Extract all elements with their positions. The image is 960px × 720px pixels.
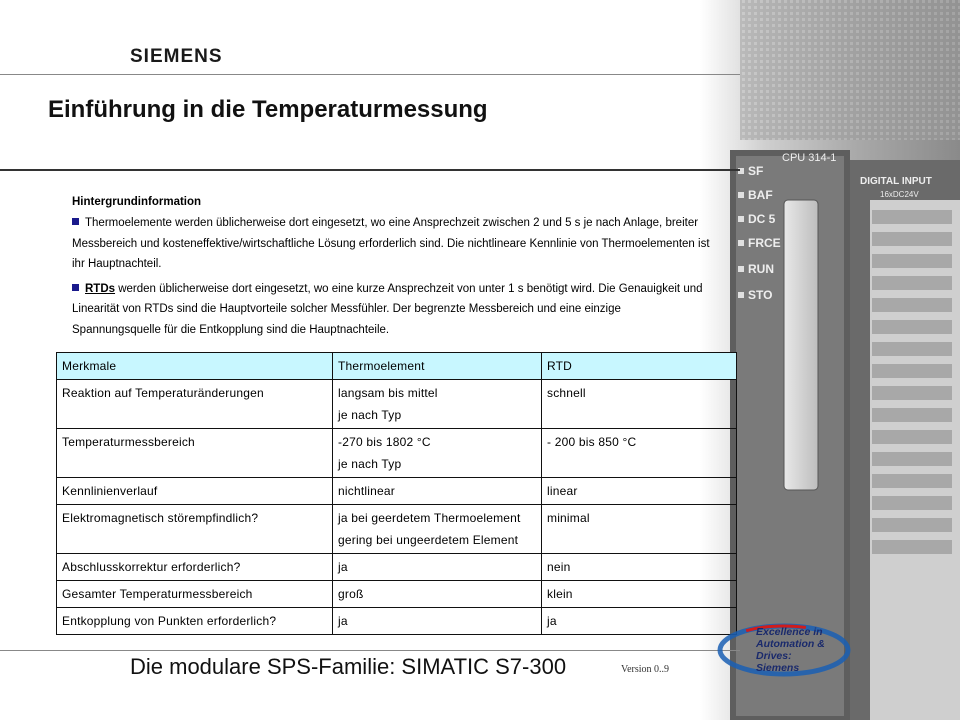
led-label-sto: STO	[748, 288, 773, 302]
bullet-icon	[72, 218, 79, 225]
footer-divider	[0, 650, 740, 651]
table-cell: schnell	[542, 380, 737, 429]
led-label-baf: BAF	[748, 188, 773, 202]
table-cell	[333, 581, 542, 608]
cell-line: langsam bis mittel	[338, 386, 438, 400]
thermoelement-text: Thermoelemente werden üblicherweise dort eingesetzt, wo eine Ansprechzeit zwischen 2 und 5 s je nach Anlage, breiter Messbereich und kosteneffektive/wirtschaftliche Lösung erforderlich sind. Die nichtlineare Kennlinie von Thermoelementen ist ihr Hauptnachteil.	[72, 217, 710, 270]
header-thermoelement: Thermoelement	[333, 353, 542, 380]
table-row	[57, 581, 737, 608]
table-row	[57, 429, 737, 478]
cell-line: ja bei geerdetem Thermoelement	[338, 511, 521, 525]
footer-title: Die modulare SPS-Familie: SIMATIC S7-300	[130, 654, 567, 679]
title-divider	[0, 169, 740, 171]
led-label-sf: SF	[748, 164, 764, 178]
excellence-badge	[716, 620, 852, 680]
bullet-icon	[72, 284, 79, 291]
cpu-label: CPU 314-1	[782, 152, 837, 164]
table-cell: ja	[542, 608, 737, 635]
table-cell	[333, 505, 542, 554]
table-cell: linear	[542, 478, 737, 505]
table-row	[57, 505, 737, 554]
badge-line1: Excellence in	[756, 626, 823, 638]
module-sub-label: 16xDC24V	[880, 190, 919, 199]
header-merkmale: Merkmale	[57, 353, 333, 380]
badge-line3: Siemens	[756, 662, 800, 674]
rtd-paragraph	[72, 279, 712, 341]
cell-line: nichtlinear	[338, 484, 395, 498]
table-cell: Gesamter Temperaturmessbereich	[57, 581, 333, 608]
led-label-dc5: DC 5	[748, 212, 776, 226]
table-row	[57, 608, 737, 635]
section-title: Hintergrundinformation	[72, 196, 202, 208]
header-divider	[0, 74, 740, 75]
rtd-text: werden üblicherweise dort eingesetzt, wo eine kurze Ansprechzeit von unter 1 s benötigt wird. Die Genauigkeit und Linearität von RTDs sind die Hauptvorteile solcher Messfühler. Der begrenzte Messbereich und eine einzige Spannungsquelle für die Entkopplung sind die Hauptnachteile.	[72, 282, 703, 336]
table-cell: Reaktion auf Temperaturänderungen	[57, 380, 333, 429]
cell-line: je nach Typ	[338, 408, 402, 422]
table-cell	[333, 380, 542, 429]
table-cell: minimal	[542, 505, 737, 554]
table-cell: Temperaturmessbereich	[57, 429, 333, 478]
badge-text	[756, 626, 852, 674]
digital-input-label: DIGITAL INPUT	[860, 176, 932, 187]
cell-line: je nach Typ	[338, 457, 402, 471]
table-cell: klein	[542, 581, 737, 608]
table-header-row	[57, 353, 737, 380]
cell-line: gering bei ungeerdetem Element	[338, 533, 519, 547]
thermoelement-paragraph	[72, 213, 712, 275]
table-cell: nein	[542, 554, 737, 581]
table-row	[57, 554, 737, 581]
cell-line: -270 bis 1802 °C	[338, 435, 431, 449]
table-cell: Abschlusskorrektur erforderlich?	[57, 554, 333, 581]
table-cell	[333, 554, 542, 581]
table-row	[57, 380, 737, 429]
comparison-table	[56, 352, 737, 635]
led-label-run: RUN	[748, 262, 774, 276]
table-cell	[333, 478, 542, 505]
rtd-link[interactable]: RTDs	[85, 282, 116, 295]
version-label: Version 0..9	[621, 664, 670, 675]
table-cell	[333, 608, 542, 635]
table-cell: Elektromagnetisch störempfindlich?	[57, 505, 333, 554]
header-rtd: RTD	[542, 353, 737, 380]
cell-line: ja	[338, 560, 348, 574]
table-cell	[333, 429, 542, 478]
badge-line2: Automation & Drives:	[756, 638, 825, 662]
cell-line: groß	[338, 587, 364, 601]
siemens-logo: SIEMENS	[130, 46, 223, 67]
led-label-frce: FRCE	[748, 236, 781, 250]
cell-line: ja	[338, 614, 348, 628]
plc-hardware-image	[700, 0, 960, 720]
page-title: Einführung in die Temperaturmessung	[48, 96, 488, 123]
table-cell: Entkopplung von Punkten erforderlich?	[57, 608, 333, 635]
table-cell: Kennlinienverlauf	[57, 478, 333, 505]
background-info	[72, 192, 712, 344]
table-row	[57, 478, 737, 505]
table-cell: - 200 bis 850 °C	[542, 429, 737, 478]
